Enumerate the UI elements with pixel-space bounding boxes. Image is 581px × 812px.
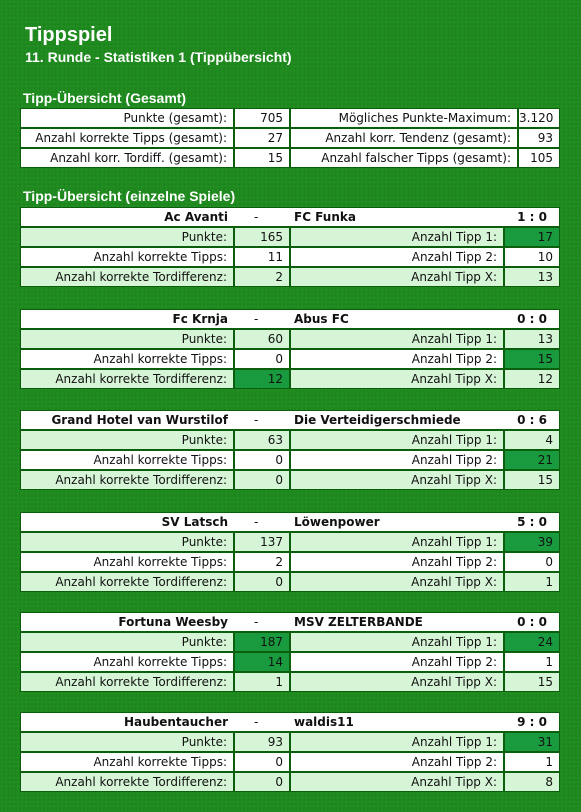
game-stat-row: [20, 430, 560, 450]
overall-value: 15: [234, 148, 290, 168]
stat-label: Anzahl korrekte Tordifferenz:: [20, 267, 234, 287]
games-section-title: Tipp-Übersicht (einzelne Spiele): [23, 188, 236, 204]
tip-label: Anzahl Tipp 1:: [290, 227, 504, 247]
stat-label: Punkte:: [20, 732, 234, 752]
game-table: [20, 309, 560, 389]
tip-label: Anzahl Tipp 1:: [290, 732, 504, 752]
tip-value: 24: [504, 632, 560, 652]
stat-value: 63: [234, 430, 290, 450]
overall-value: 3.120: [518, 108, 560, 128]
game-stat-row: [20, 532, 560, 552]
stat-value: 187: [234, 632, 290, 652]
home-team: Ac Avanti: [20, 207, 234, 227]
game-table: [20, 612, 560, 692]
tip-value: 15: [504, 349, 560, 369]
overall-value: 105: [518, 148, 560, 168]
stat-value: 0: [234, 349, 290, 369]
tip-value: 13: [504, 267, 560, 287]
page-subtitle: 11. Runde - Statistiken 1 (Tippübersicht): [25, 49, 292, 65]
game-stat-row: [20, 349, 560, 369]
home-team: Grand Hotel van Wurstilof: [20, 410, 234, 430]
tip-label: Anzahl Tipp 2:: [290, 552, 504, 572]
stat-label: Anzahl korrekte Tipps:: [20, 247, 234, 267]
home-team: Fortuna Weesby: [20, 612, 234, 632]
match-separator: -: [234, 207, 290, 227]
game-header-row: [20, 309, 560, 329]
game-stat-row: [20, 329, 560, 349]
stat-value: 137: [234, 532, 290, 552]
stat-label: Anzahl korrekte Tipps:: [20, 652, 234, 672]
game-stat-row: [20, 652, 560, 672]
overall-label: Anzahl korr. Tendenz (gesamt):: [290, 128, 518, 148]
stat-value: 0: [234, 450, 290, 470]
game-header-row: [20, 512, 560, 532]
overall-row: [20, 148, 560, 168]
tip-value: 1: [504, 572, 560, 592]
tip-value: 4: [504, 430, 560, 450]
match-result: 1 : 0: [504, 207, 560, 227]
home-team: SV Latsch: [20, 512, 234, 532]
away-team: Die Verteidigerschmiede: [290, 410, 504, 430]
stat-value: 12: [234, 369, 290, 389]
game-stat-row: [20, 772, 560, 792]
match-separator: -: [234, 612, 290, 632]
stat-label: Anzahl korrekte Tipps:: [20, 552, 234, 572]
match-separator: -: [234, 309, 290, 329]
stat-label: Anzahl korrekte Tipps:: [20, 349, 234, 369]
home-team: Haubentaucher: [20, 712, 234, 732]
overall-label: Mögliches Punkte-Maximum:: [290, 108, 518, 128]
away-team: waldis11: [290, 712, 504, 732]
overall-label: Punkte (gesamt):: [20, 108, 234, 128]
match-result: 0 : 6: [504, 410, 560, 430]
tip-value: 13: [504, 329, 560, 349]
tip-label: Anzahl Tipp 1:: [290, 329, 504, 349]
tip-value: 39: [504, 532, 560, 552]
stat-value: 165: [234, 227, 290, 247]
tip-value: 1: [504, 752, 560, 772]
game-stat-row: [20, 672, 560, 692]
match-result: 5 : 0: [504, 512, 560, 532]
tip-value: 15: [504, 470, 560, 490]
stat-label: Anzahl korrekte Tordifferenz:: [20, 772, 234, 792]
overall-value: 93: [518, 128, 560, 148]
away-team: FC Funka: [290, 207, 504, 227]
stat-label: Anzahl korrekte Tordifferenz:: [20, 470, 234, 490]
overall-section-title: Tipp-Übersicht (Gesamt): [23, 90, 187, 106]
match-separator: -: [234, 512, 290, 532]
stat-value: 11: [234, 247, 290, 267]
game-stat-row: [20, 450, 560, 470]
tip-label: Anzahl Tipp X:: [290, 572, 504, 592]
away-team: Abus FC: [290, 309, 504, 329]
page-title: Tippspiel: [25, 24, 113, 46]
game-table: [20, 410, 560, 490]
tip-value: 12: [504, 369, 560, 389]
game-stat-row: [20, 552, 560, 572]
tip-label: Anzahl Tipp 2:: [290, 752, 504, 772]
stat-label: Punkte:: [20, 227, 234, 247]
stat-value: 2: [234, 267, 290, 287]
overall-value: 27: [234, 128, 290, 148]
game-stat-row: [20, 247, 560, 267]
tip-value: 0: [504, 552, 560, 572]
overall-label: Anzahl korr. Tordiff. (gesamt):: [20, 148, 234, 168]
game-stat-row: [20, 267, 560, 287]
game-stat-row: [20, 632, 560, 652]
tip-label: Anzahl Tipp 2:: [290, 652, 504, 672]
tip-label: Anzahl Tipp X:: [290, 470, 504, 490]
tip-label: Anzahl Tipp 2:: [290, 247, 504, 267]
stat-label: Punkte:: [20, 632, 234, 652]
tip-value: 8: [504, 772, 560, 792]
tip-label: Anzahl Tipp 2:: [290, 450, 504, 470]
stat-value: 0: [234, 572, 290, 592]
tip-value: 1: [504, 652, 560, 672]
match-separator: -: [234, 712, 290, 732]
game-stat-row: [20, 752, 560, 772]
stat-value: 0: [234, 470, 290, 490]
tip-value: 21: [504, 450, 560, 470]
overall-label: Anzahl korrekte Tipps (gesamt):: [20, 128, 234, 148]
game-stat-row: [20, 572, 560, 592]
stat-label: Punkte:: [20, 532, 234, 552]
game-stat-row: [20, 732, 560, 752]
stat-label: Anzahl korrekte Tipps:: [20, 752, 234, 772]
stat-value: 93: [234, 732, 290, 752]
game-table: [20, 712, 560, 792]
stat-value: 0: [234, 752, 290, 772]
game-table: [20, 207, 560, 287]
overall-label: Anzahl falscher Tipps (gesamt):: [290, 148, 518, 168]
home-team: Fc Krnja: [20, 309, 234, 329]
stat-label: Punkte:: [20, 329, 234, 349]
tip-value: 17: [504, 227, 560, 247]
stat-label: Anzahl korrekte Tipps:: [20, 450, 234, 470]
stat-value: 1: [234, 672, 290, 692]
match-result: 0 : 0: [504, 612, 560, 632]
away-team: Löwenpower: [290, 512, 504, 532]
overall-value: 705: [234, 108, 290, 128]
tip-label: Anzahl Tipp X:: [290, 772, 504, 792]
stat-label: Anzahl korrekte Tordifferenz:: [20, 672, 234, 692]
stat-value: 14: [234, 652, 290, 672]
tip-label: Anzahl Tipp X:: [290, 267, 504, 287]
stat-label: Anzahl korrekte Tordifferenz:: [20, 369, 234, 389]
game-header-row: [20, 207, 560, 227]
tip-label: Anzahl Tipp X:: [290, 369, 504, 389]
stat-value: 60: [234, 329, 290, 349]
tip-value: 15: [504, 672, 560, 692]
game-header-row: [20, 410, 560, 430]
game-stat-row: [20, 227, 560, 247]
game-stat-row: [20, 470, 560, 490]
tip-value: 31: [504, 732, 560, 752]
tip-value: 10: [504, 247, 560, 267]
match-result: 0 : 0: [504, 309, 560, 329]
match-separator: -: [234, 410, 290, 430]
stat-value: 2: [234, 552, 290, 572]
overall-row: [20, 108, 560, 128]
game-table: [20, 512, 560, 592]
tip-label: Anzahl Tipp X:: [290, 672, 504, 692]
overall-row: [20, 128, 560, 148]
game-header-row: [20, 612, 560, 632]
game-stat-row: [20, 369, 560, 389]
stat-label: Punkte:: [20, 430, 234, 450]
stat-value: 0: [234, 772, 290, 792]
tip-label: Anzahl Tipp 1:: [290, 430, 504, 450]
tip-label: Anzahl Tipp 2:: [290, 349, 504, 369]
game-header-row: [20, 712, 560, 732]
match-result: 9 : 0: [504, 712, 560, 732]
away-team: MSV ZELTERBANDE: [290, 612, 504, 632]
tip-label: Anzahl Tipp 1:: [290, 532, 504, 552]
tip-label: Anzahl Tipp 1:: [290, 632, 504, 652]
overall-table: [20, 108, 560, 168]
stat-label: Anzahl korrekte Tordifferenz:: [20, 572, 234, 592]
